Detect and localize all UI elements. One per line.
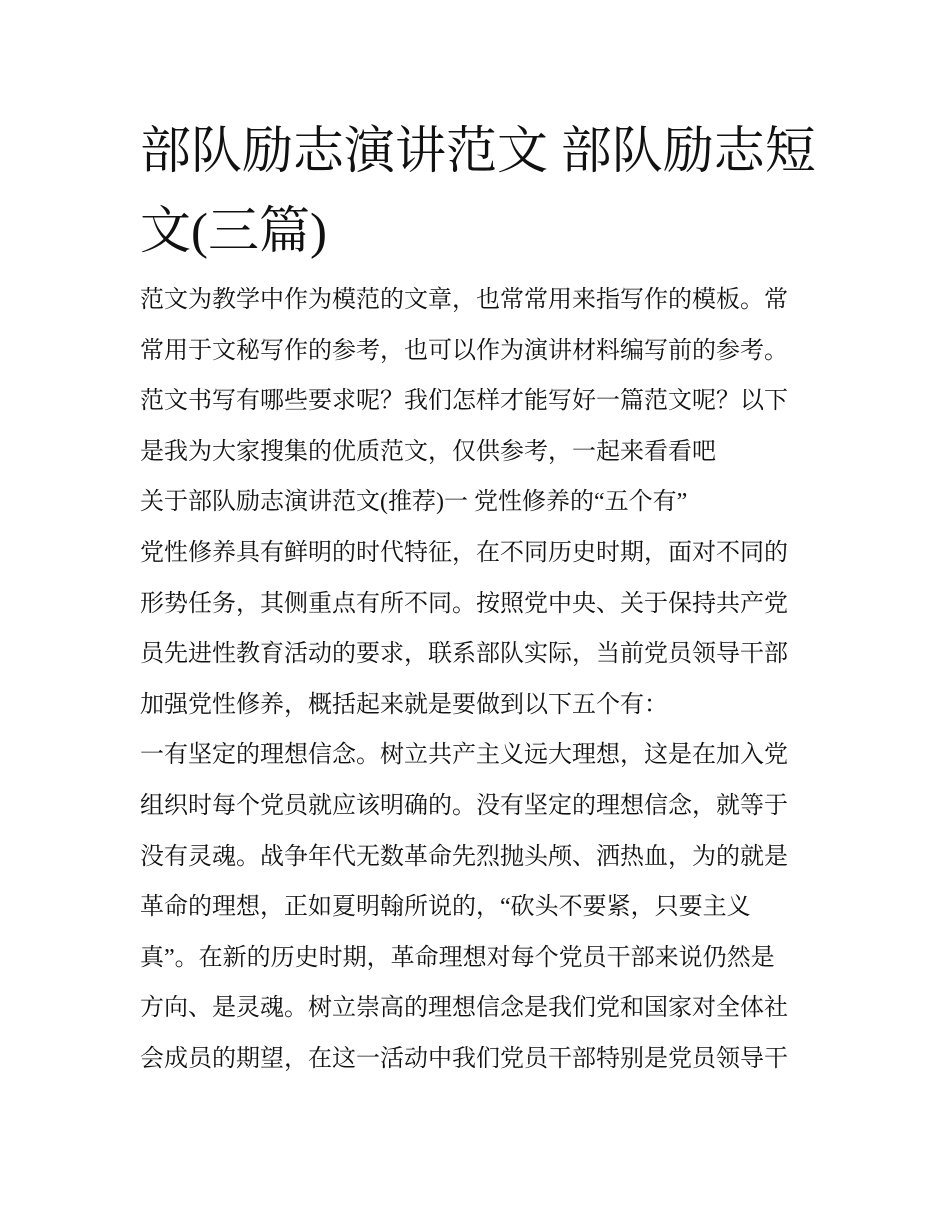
body-line: 范文书写有哪些要求呢？我们怎样才能写好一篇范文呢？以下	[140, 388, 788, 415]
title-line: 文(三篇)	[140, 204, 327, 260]
body-line: 会成员的期望，在这一活动中我们党员干部特别是党员领导干	[140, 1045, 788, 1072]
document-title	[140, 112, 840, 272]
body-line: 范文为教学中作为模范的文章，也常常用来指写作的模板。常	[140, 287, 788, 313]
body-line: 是我为大家搜集的优质范文，仅供参考，一起来看看吧	[140, 438, 716, 465]
body-line: 组织时每个党员就应该明确的。没有坚定的理想信念，就等于	[140, 792, 788, 819]
body-line: 没有灵魂。战争年代无数革命先烈抛头颅、洒热血，为的就是	[140, 843, 788, 870]
section-heading: 关于部队励志演讲范文(推荐)一 党性修养的“五个有”	[140, 489, 688, 516]
body-line: 一有坚定的理想信念。树立共产主义远大理想，这是在加入党	[140, 742, 788, 769]
body-line: 革命的理想，正如夏明翰所说的，“砍头不要紧，只要主义	[140, 894, 751, 921]
body-line: 真”。在新的历史时期，革命理想对每个党员干部来说仍然是	[140, 944, 775, 971]
body-line: 加强党性修养，概括起来就是要做到以下五个有：	[140, 691, 668, 718]
body-line: 党性修养具有鲜明的时代特征，在不同历史时期，面对不同的	[140, 539, 788, 566]
body-line: 方向、是灵魂。树立崇高的理想信念是我们党和国家对全体社	[140, 995, 788, 1022]
document-body	[140, 280, 830, 1090]
body-line: 常用于文秘写作的参考，也可以作为演讲材料编写前的参考。	[140, 337, 788, 364]
body-line: 员先进性教育活动的要求，联系部队实际，当前党员领导干部	[140, 641, 788, 668]
title-line: 部队励志演讲范文 部队励志短	[140, 124, 816, 180]
body-line: 形势任务，其侧重点有所不同。按照党中央、关于保持共产党	[140, 590, 788, 617]
